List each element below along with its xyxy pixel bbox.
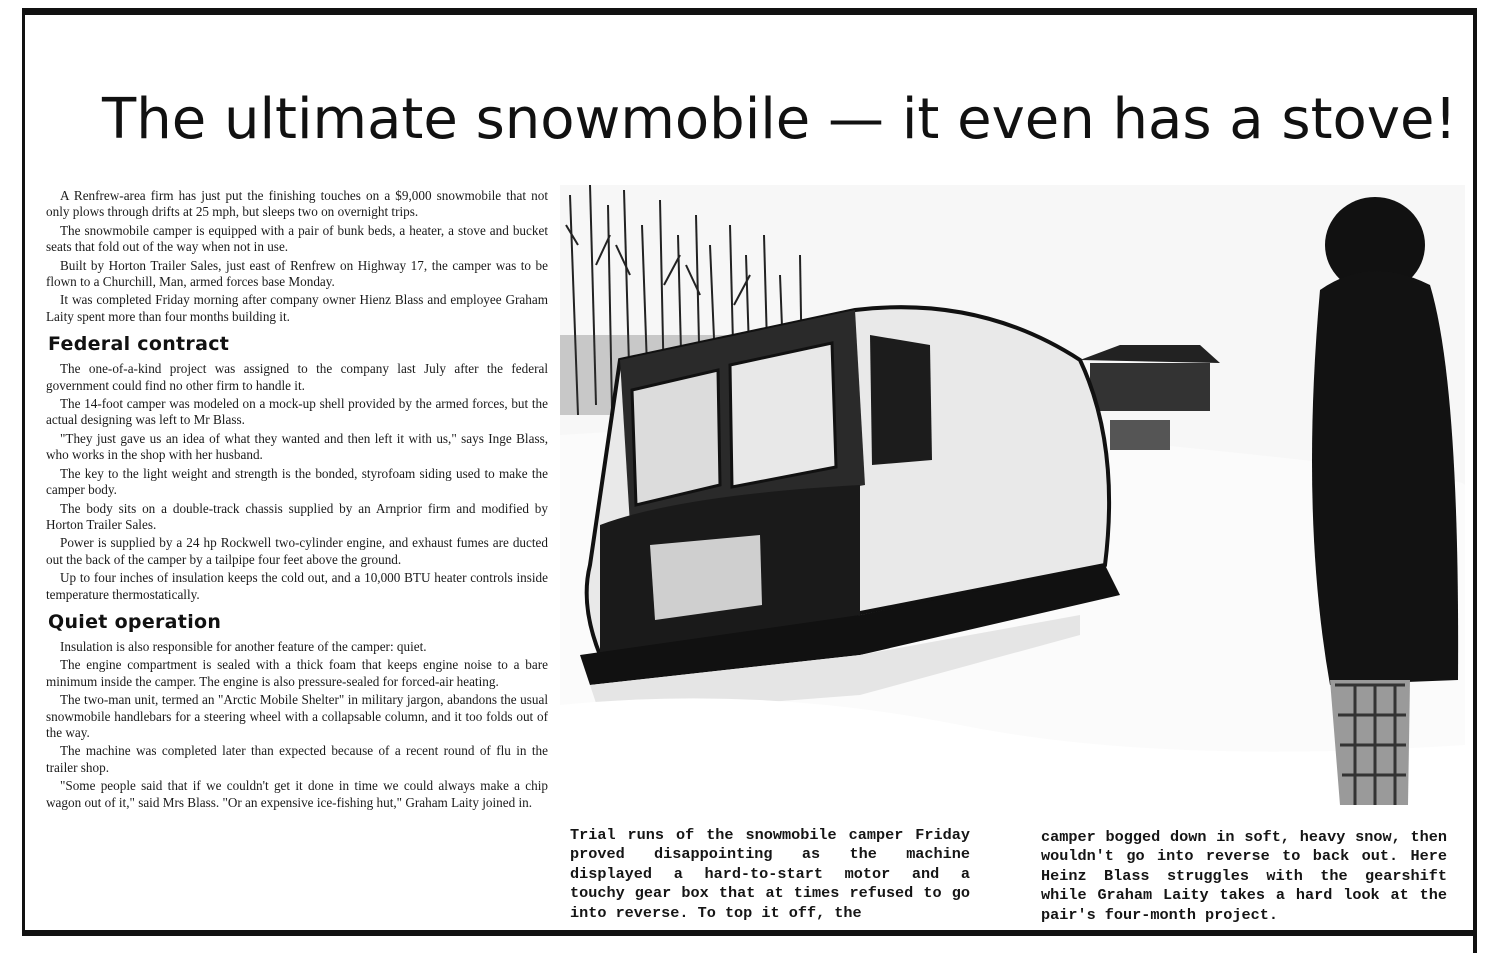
bottom-border-rule [22,930,1476,936]
article-paragraph: Up to four inches of insulation keeps the cold out, and a 10,000 BTU heater controls inside temperature thermostatically. [46,570,548,602]
article-paragraph: The two-man unit, termed an "Arctic Mobile Shelter" in military jargon, abandons the usual snowmobile handlebars for a steering wheel with a collapsable column, and it too folds out of the way. [46,692,548,740]
article-paragraph: The 14-foot camper was modeled on a mock-up shell provided by the armed forces, but the actual designing was left to Mr Blass. [46,396,548,428]
left-border-rule [22,8,25,936]
article-paragraph: "They just gave us an idea of what they wanted and then left it with us," says Inge Blass, who works in the shop with her husband. [46,430,548,463]
article-paragraph: It was completed Friday morning after company owner Hienz Blass and employee Graham Laity spent more than four months building it. [46,292,548,324]
news-photo-snowmobile-camper [560,185,1465,825]
subheading-federal-contract: Federal contract [48,333,230,356]
article-paragraph: The key to the light weight and strength is the bonded, styrofoam siding used to make the camper body. [46,465,548,498]
article-paragraph: A Renfrew-area firm has just put the finishing touches on a $9,000 snowmobile that not only plows through drifts at 25 mph, but sleeps two on overnight trips. [46,188,548,220]
right-border-rule [1473,8,1477,953]
photo-caption-left: Trial runs of the snowmobile camper Friday proved disappointing as the machine displayed a hard-to-start motor and a touchy gear box that at times refused to go into reverse. To top it off, the [570,826,970,922]
subheading-quiet-operation: Quiet operation [48,610,222,633]
article-paragraph: The machine was completed later than expected because of a recent round of flu in the trailer shop. [46,743,548,775]
top-border-rule [22,8,1476,15]
article-paragraph: The engine compartment is sealed with a thick foam that keeps engine noise to a bare minimum inside the camper. The engine is also pressure-sealed for forced-air heating. [46,657,548,689]
article-paragraph: Built by Horton Trailer Sales, just east of Renfrew on Highway 17, the camper was to be flown to a Churchill, Man, armed forces base Monday. [46,257,548,290]
article-paragraph: "Some people said that if we couldn't get it done in time we could always make a chip wagon out of it," said Mrs Blass. "Or an expensive ice-fishing hut," Graham Laity joined in. [46,778,548,810]
article-paragraph: The snowmobile camper is equipped with a pair of bunk beds, a heater, a stove and bucket seats that fold out of the way when not in use. [46,222,548,255]
article-body [46,188,548,813]
headline: The ultimate snowmobile — it even has a stove! [102,87,1457,152]
article-paragraph: The body sits on a double-track chassis supplied by an Arnprior firm and modified by Horton Trailer Sales. [46,500,548,532]
article-paragraph: Power is supplied by a 24 hp Rockwell two-cylinder engine, and exhaust fumes are ducted out the back of the camper by a tailpipe four feet above the ground. [46,535,548,567]
article-paragraph: Insulation is also responsible for another feature of the camper: quiet. [60,638,427,654]
photo-caption-right: camper bogged down in soft, heavy snow, then wouldn't go into reverse to back out. Here Heinz Blass struggles with the gearshift while Graham Laity takes a hard look at the pair's four-month project. [1041,828,1447,924]
article-paragraph: The one-of-a-kind project was assigned to the company last July after the federal government could find no other firm to handle it. [46,361,548,393]
